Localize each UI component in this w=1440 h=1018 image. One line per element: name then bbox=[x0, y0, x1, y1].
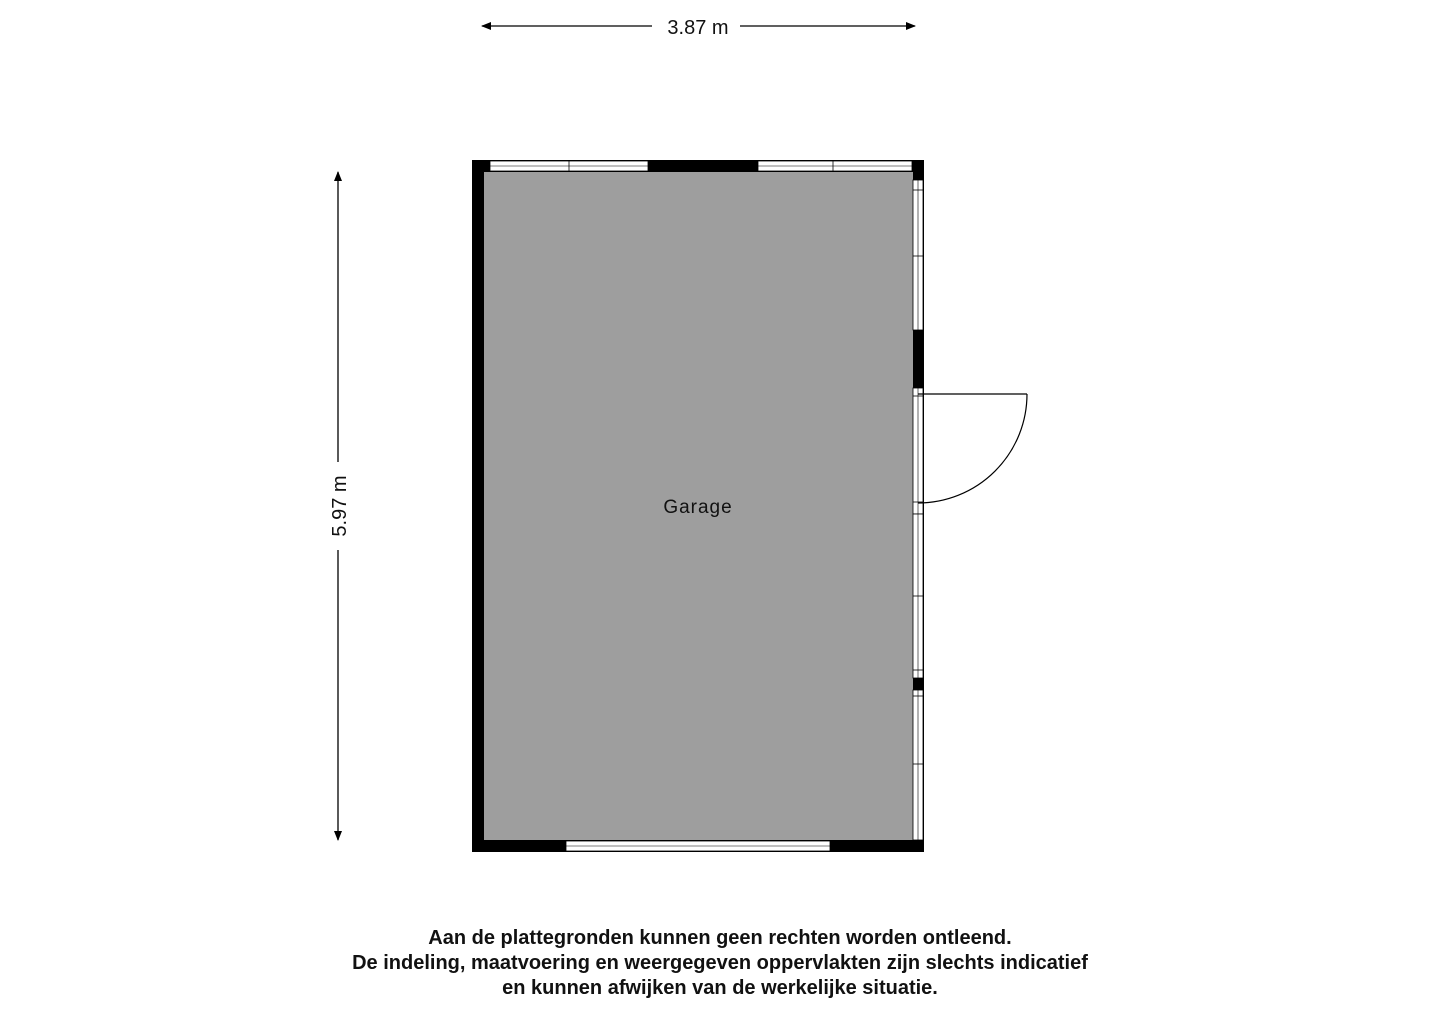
top-window-left bbox=[490, 161, 648, 171]
disclaimer-line-2: De indeling, maatvoering en weergegeven oppervlakten zijn slechts indicatief bbox=[352, 952, 1088, 974]
height-dimension bbox=[329, 172, 351, 840]
width-dimension bbox=[482, 17, 915, 39]
disclaimer-line-1: Aan de plattegronden kunnen geen rechten worden ontleend. bbox=[428, 927, 1012, 949]
right-window-middle bbox=[913, 514, 923, 678]
width-dimension-label: 3.87 m bbox=[667, 17, 729, 39]
room-label: Garage bbox=[663, 497, 733, 518]
top-window-right bbox=[758, 161, 912, 171]
door-swing bbox=[918, 394, 1027, 503]
disclaimer-line-3: en kunnen afwijken van de werkelijke situatie. bbox=[502, 977, 938, 999]
bottom-garage-door bbox=[566, 841, 830, 851]
disclaimer bbox=[0, 926, 1440, 1001]
right-window-lower bbox=[913, 690, 923, 840]
garage-room bbox=[472, 160, 1027, 852]
right-window-upper bbox=[913, 180, 923, 330]
height-dimension-label: 5.97 m bbox=[329, 475, 351, 537]
right-door-frame bbox=[913, 388, 923, 514]
